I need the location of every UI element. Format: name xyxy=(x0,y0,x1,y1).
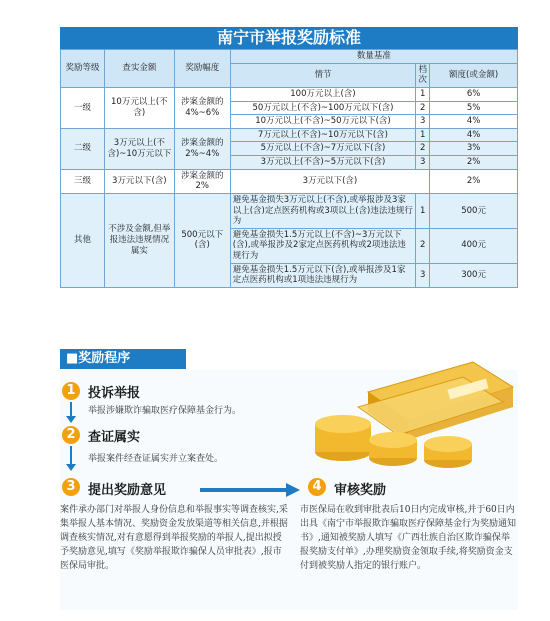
reward-cell: 4% xyxy=(430,115,518,129)
tier-cell: 2 xyxy=(416,228,430,263)
step-title: 提出奖励意见 xyxy=(88,483,167,498)
reward-cell: 3% xyxy=(430,142,518,156)
amount-cell: 不涉及金额,但举报违法违规情况属实 xyxy=(104,193,174,287)
case-cell: 50万元以上(不含)~100万元以下(含) xyxy=(230,101,416,115)
tier-cell: 1 xyxy=(416,193,430,228)
ratio-cell: 涉案金额的4%~6% xyxy=(174,87,230,128)
tier-cell: 3 xyxy=(416,263,430,287)
ratio-cell: 涉案金额的2%~4% xyxy=(174,128,230,169)
amount-cell: 3万元以下(含) xyxy=(104,169,174,193)
header-amount: 查实金额 xyxy=(104,50,174,88)
step-number-icon: 3 xyxy=(62,478,80,496)
case-cell: 7万元以上(不含)~10万元以下(含) xyxy=(230,128,416,142)
step-title: 投诉举报 xyxy=(88,386,141,401)
table-header-row xyxy=(61,50,518,64)
amount-cell: 10万元以上(不含) xyxy=(104,87,174,128)
tier-cell: 2 xyxy=(416,142,430,156)
ratio-cell: 涉案金额的2% xyxy=(174,169,230,193)
table-row xyxy=(61,87,518,101)
table-row xyxy=(61,128,518,142)
money-illustration xyxy=(298,352,520,470)
table-row xyxy=(61,193,518,228)
tier-cell: 2 xyxy=(416,101,430,115)
tier-cell: 3 xyxy=(416,156,430,170)
reward-cell: 2% xyxy=(430,156,518,170)
case-cell: 100万元以上(含) xyxy=(230,87,416,101)
reward-cell: 5% xyxy=(430,101,518,115)
flow-arrow-line xyxy=(70,402,72,416)
reward-cell: 4% xyxy=(430,128,518,142)
tier-cell: 1 xyxy=(416,128,430,142)
table-title: 南宁市举报奖励标准 xyxy=(60,27,518,49)
case-cell: 避免基金损失1.5万元以上(不含)~3万元以下(含),或举报涉及2家定点医药机构或2项违法违规行为 xyxy=(230,228,416,263)
case-cell: 避免基金损失1.5万元以下(含),或举报涉及1家定点医药机构或1项违法违规行为 xyxy=(230,263,416,287)
reward-cell: 400元 xyxy=(430,228,518,263)
reward-table xyxy=(60,49,518,288)
level-cell: 二级 xyxy=(61,128,105,169)
reward-cell: 500元 xyxy=(430,193,518,228)
amount-cell: 3万元以上(不含)~10万元以下 xyxy=(104,128,174,169)
case-cell: 3万元以下(含) xyxy=(230,169,429,193)
header-case: 情节 xyxy=(230,63,416,87)
header-base: 数量基准 xyxy=(230,50,517,64)
case-cell: 避免基金损失3万元以上(不含),或举报涉及3家以上(含)定点医药机构或3项以上(含)违法违规行为 xyxy=(230,193,416,228)
case-cell: 5万元以上(不含)~7万元以下(含) xyxy=(230,142,416,156)
header-reward: 额度(或金额) xyxy=(430,63,518,87)
step-number-icon: 1 xyxy=(62,382,80,400)
arrow-down-icon xyxy=(66,416,76,423)
header-ratio: 奖励幅度 xyxy=(174,50,230,88)
case-cell: 3万元以上(不含)~5万元以下(含) xyxy=(230,156,416,170)
table-row xyxy=(61,169,518,193)
step-title: 查证属实 xyxy=(88,430,141,445)
tier-cell: 1 xyxy=(416,87,430,101)
section-title: ■奖励程序 xyxy=(60,349,186,369)
step-description: 案件承办部门对举报人身份信息和举报事实等调查核实,采集举报人基本情况、奖励资金发放渠道等相关信息,并根据调查核实情况,对有意愿得到举报奖励的举报人,提出拟授予奖励意见,填写《奖励举报欺诈骗保人员审批表》,报市医保局审批。 xyxy=(60,505,288,571)
tier-cell: 3 xyxy=(416,115,430,129)
header-level: 奖励等级 xyxy=(61,50,105,88)
ratio-cell: 500元以下(含) xyxy=(174,193,230,287)
level-cell: 其他 xyxy=(61,193,105,287)
step-title: 审核奖励 xyxy=(334,483,387,498)
step-description: 举报涉嫌欺诈骗取医疗保障基金行为。 xyxy=(88,406,242,416)
step-description: 举报案件经查证属实并立案查处。 xyxy=(88,454,224,464)
reward-cell: 300元 xyxy=(430,263,518,287)
reward-cell: 6% xyxy=(430,87,518,101)
flow-arrow-line xyxy=(70,446,72,464)
arrow-down-icon xyxy=(66,464,76,471)
banknote-stack-icon xyxy=(358,362,513,440)
level-cell: 一级 xyxy=(61,87,105,128)
header-tier: 档次 xyxy=(416,63,430,87)
reward-cell: 2% xyxy=(430,169,518,193)
step-number-icon: 4 xyxy=(308,478,326,496)
step-number-icon: 2 xyxy=(62,426,80,444)
level-cell: 三级 xyxy=(61,169,105,193)
step-description: 市医保局在收到审批表后10日内完成审核,并于60日内出具《南宁市举报欺诈骗取医疗保障基金行为奖励通知书》,通知被奖励人填写《广西壮族自治区欺诈骗保举报奖励支付单》,办理奖励资金领取手续,将奖励资金支付到被奖励人指定的银行账户。 xyxy=(300,505,517,571)
case-cell: 10万元以上(不含)~50万元以下(含) xyxy=(230,115,416,129)
arrow-right-icon xyxy=(200,483,300,497)
